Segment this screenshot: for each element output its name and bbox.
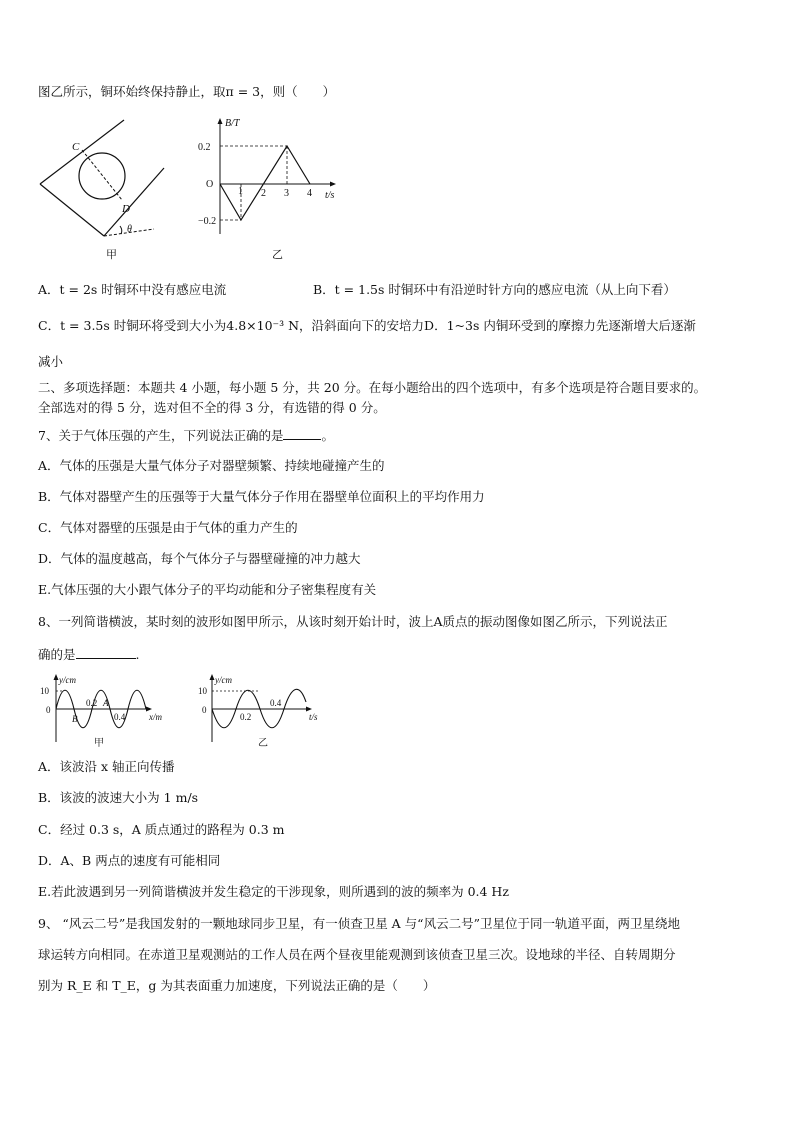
q6-option-c: C．t = 3.5s 时铜环将受到大小为4.8×10⁻³ N，沿斜面向下的安培力D．1~3s 内铜环受到的摩擦力先逐渐增大后逐渐	[38, 318, 696, 333]
wave-origin: 0	[46, 705, 51, 715]
t-tick-2: 2	[261, 188, 266, 199]
point-b-label: B	[72, 714, 78, 724]
q8-answer-blank[interactable]	[76, 646, 136, 659]
wave-x-label: x/m	[149, 712, 162, 722]
wave-x-tick-1: 0.2	[86, 698, 98, 708]
q7-stem-end: 。	[321, 428, 334, 443]
figure-incline-ring	[36, 116, 176, 266]
q7-stem-text: 7、关于气体压强的产生，下列说法正确的是	[38, 428, 284, 443]
b-tick-pos: 0.2	[198, 142, 211, 153]
t-tick-3: 3	[284, 188, 289, 199]
q8-stem-line2	[38, 646, 140, 663]
vib-origin: 0	[202, 705, 207, 715]
q9-line3: 别为 R_E 和 T_E，g 为其表面重力加速度，下列说法正确的是（ ）	[38, 978, 436, 993]
wave-x-tick-2: 0.4	[114, 712, 126, 722]
q8-stem-end: .	[135, 647, 140, 662]
caption-yi-top: 乙	[272, 249, 283, 261]
figure-vibration-yt	[196, 672, 336, 750]
q8-stem-text: 确的是	[38, 647, 76, 662]
wave-y-label: y/cm	[59, 675, 76, 685]
point-a-label: A	[103, 698, 109, 708]
q6-option-a: A．t = 2s 时铜环中没有感应电流	[38, 282, 227, 297]
label-c: C	[72, 141, 80, 153]
figure-b-t-graph	[196, 114, 346, 264]
b-origin: O	[206, 179, 214, 190]
q8-option-d: D．A、B 两点的速度有可能相同	[38, 853, 221, 868]
q7-option-d: D．气体的温度越高，每个气体分子与器壁碰撞的冲力越大	[38, 551, 361, 566]
label-theta: θ	[127, 224, 132, 235]
caption-wave-jia: 甲	[94, 738, 104, 749]
section2-line2: 全部选对的得 5 分，选对但不全的得 3 分，有选错的得 0 分。	[38, 400, 386, 415]
q6-option-d-cont: 减小	[38, 354, 64, 369]
vib-y-label: y/cm	[215, 675, 232, 685]
vib-x-tick-2: 0.4	[270, 698, 282, 708]
q7-option-c: C．气体对器壁的压强是由于气体的重力产生的	[38, 520, 298, 535]
caption-vib-yi: 乙	[258, 738, 268, 749]
t-tick-1: 1	[238, 186, 243, 197]
wave-y-tick: 10	[40, 686, 49, 696]
q9-line1: 9、 “风云二号”是我国发射的一颗地球同步卫星，有一侦查卫星 A 与“风云二号”卫星位于同一轨道平面，两卫星绕地	[38, 916, 680, 931]
vib-x-label: t/s	[309, 712, 318, 722]
section2-line1: 二、多项选择题：本题共 4 小题，每小题 5 分，共 20 分。在每小题给出的四个选项中，有多个选项是符合题目要求的。	[38, 380, 707, 395]
q7-stem	[38, 427, 334, 444]
q8-stem-line1: 8、一列简谐横波，某时刻的波形如图甲所示，从该时刻开始计时，波上A质点的振动图像如图乙所示，下列说法正	[38, 614, 668, 629]
q6-option-b: B．t = 1.5s 时铜环中有沿逆时针方向的感应电流（从上向下看）	[313, 282, 676, 297]
t-axis-label: t/s	[325, 190, 335, 201]
q8-option-c: C．经过 0.3 s，A 质点通过的路程为 0.3 m	[38, 822, 285, 837]
q7-option-b: B．气体对器壁产生的压强等于大量气体分子作用在器壁单位面积上的平均作用力	[38, 489, 485, 504]
q8-option-a: A．该波沿 x 轴正向传播	[38, 759, 175, 774]
q8-option-b: B．该波的波速大小为 1 m/s	[38, 790, 199, 805]
caption-jia-top: 甲	[106, 249, 117, 261]
vib-x-tick-1: 0.2	[240, 712, 252, 722]
b-tick-neg: −0.2	[198, 216, 217, 227]
b-axis-label: B/T	[225, 118, 240, 129]
q7-option-a: A．气体的压强是大量气体分子对器壁频繁、持续地碰撞产生的	[38, 458, 385, 473]
q9-line2: 球运转方向相同。在赤道卫星观测站的工作人员在两个昼夜里能观测到该侦查卫星三次。设地球的半径、自转周期分	[38, 947, 676, 962]
q7-answer-blank[interactable]	[283, 427, 321, 440]
vib-y-tick: 10	[198, 686, 207, 696]
intro-line: 图乙所示，铜环始终保持静止，取π = 3，则（ ）	[38, 84, 336, 99]
q7-option-e: E.气体压强的大小跟气体分子的平均动能和分子密集程度有关	[38, 582, 377, 597]
q8-option-e: E.若此波遇到另一列简谐横波并发生稳定的干涉现象，则所遇到的波的频率为 0.4 Hz	[38, 884, 509, 899]
label-d: D	[122, 203, 130, 215]
figure-wave-yx	[36, 672, 176, 750]
t-tick-4: 4	[307, 188, 312, 199]
